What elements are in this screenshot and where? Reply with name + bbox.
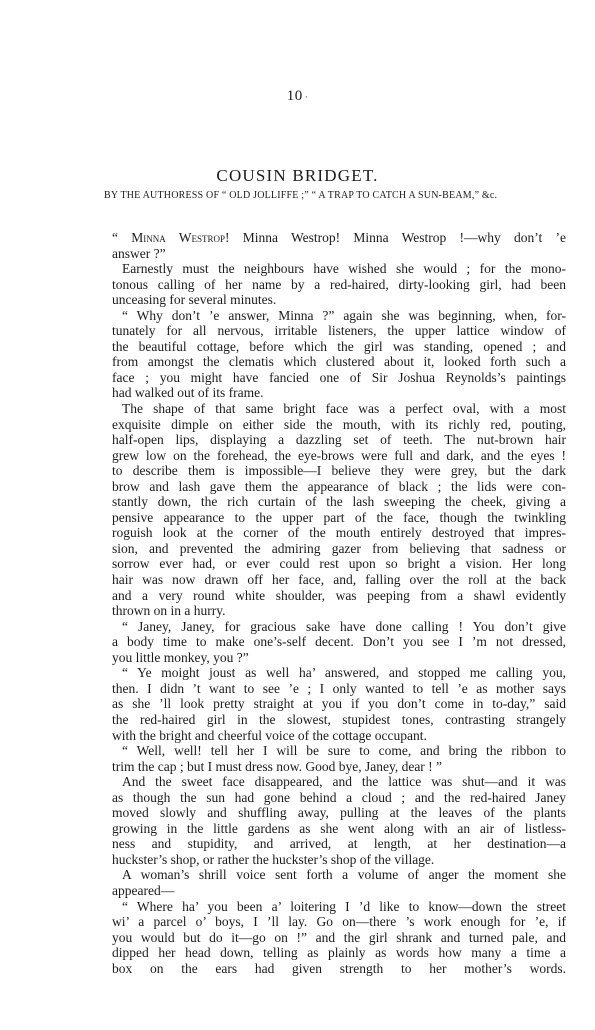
- text-line: sorrow ever had, or ever could rest upon so bright a vision. Her long: [112, 556, 566, 572]
- text-line: the red-haired girl in the slowest, stupidest tones, contrasting strangely: [112, 711, 566, 727]
- text-line: ness and stupidity, and arrived, at length, at her destination—a: [112, 836, 566, 852]
- text-line: The shape of that same bright face was a perfect oval, with a most: [122, 401, 566, 417]
- text-line: And the sweet face disappeared, and the lattice was shut—and it was: [122, 774, 566, 790]
- text-line: “ Janey, Janey, for gracious sake have done calling ! You don’t give: [122, 618, 566, 634]
- text-line: grew low on the forehead, the eye-brows were full and dark, and the eyes !: [112, 447, 566, 463]
- text-line: from amongst the clematis which clustered about it, looked forth such a: [112, 354, 566, 370]
- text-line: dipped her head down, telling as plainly as words how many a time a: [112, 945, 566, 961]
- text-line: “ Ye moight joust as well ha’ answered, and stopped me calling you,: [122, 665, 566, 681]
- text-line: growing in the little gardens as she went along with an air of listless-: [112, 820, 566, 836]
- first-line-open: “: [112, 230, 132, 245]
- author-byline: BY THE AUTHORESS OF “ OLD JOLLIFFE ;” “ A TRAP TO CATCH A SUN-BEAM,” &c.: [104, 190, 498, 201]
- text-line: wi’ a parcel o’ boys, I ’ll lay. Go on—there ’s work enough for ’e, if: [112, 914, 566, 930]
- text-line: Earnestly must the neighbours have wished she would ; for the mono-: [122, 261, 566, 277]
- first-line-name: Minna Westrop: [131, 230, 225, 245]
- page-number: [0, 88, 595, 105]
- text-line: then. I didn ’t want to see ’e ; I only wanted to tell ’e as mother says: [112, 680, 566, 696]
- text-line: moved slowly and shuffling away, pulling at the leaves of the plants: [112, 805, 566, 821]
- text-line: as she ’ll look pretty straight at you if you don’t come in to-day,” said: [112, 696, 566, 712]
- text-lines: [112, 246, 566, 977]
- text-line: pensive appearance to the upper part of the face, though the twinkling: [112, 509, 566, 525]
- first-line-rest: ! Minna Westrop! Minna Westrop !—why don’t ’e: [225, 230, 566, 245]
- text-line: “ Where ha’ you been a’ loitering I ’d like to know—down the street: [122, 898, 566, 914]
- text-line: trim the cap ; but I must dress now. Good bye, Janey, dear ! ”: [112, 758, 443, 774]
- text-line: tonous calling of her name by a red-haired, dirty-looking girl, had been: [112, 276, 566, 292]
- text-line: stantly down, the rich curtain of the lash sweeping the cheek, giving a: [112, 494, 566, 510]
- text-line: unceasing for several minutes.: [112, 292, 277, 308]
- text-line: and a very round white shoulder, was peeping from a shawl evidently: [112, 587, 566, 603]
- text-line: roguish look at the corner of the mouth entirely destroyed that impres-: [112, 525, 566, 541]
- text-line: half-open lips, displaying a dazzling set of teeth. The nut-brown hair: [112, 432, 566, 448]
- text-line: exquisite dimple on either side the mouth, with its richly red, pouting,: [112, 416, 566, 432]
- text-line: tunately for all nervous, irritable listeners, the upper lattice window of: [112, 323, 566, 339]
- text-line: brow and lash gave them the appearance of black ; the lids were con-: [112, 478, 566, 494]
- text-line: as though the sun had gone behind a cloud ; and the red-haired Janey: [112, 789, 566, 805]
- text-line: had walked out of its frame.: [112, 385, 264, 401]
- text-line: face ; you might have fancied one of Sir Joshua Reynolds’s paintings: [112, 369, 566, 385]
- text-line: “ Well, well! tell her I will be sure to come, and bring the ribbon to: [122, 743, 566, 759]
- text-line: the beautiful cottage, before which the girl was standing, opened ; and: [112, 338, 566, 354]
- text-line: appeared—: [112, 882, 175, 898]
- text-line: answer ?”: [112, 245, 166, 261]
- text-line: “ Why don’t ’e answer, Minna ?” again she was beginning, when, for-: [122, 307, 566, 323]
- text-line: to describe them is impossible—I believe they were grey, but the dark: [112, 463, 566, 479]
- body-text: [112, 230, 566, 976]
- text-line: with the bright and cheerful voice of the cottage occupant.: [112, 727, 427, 743]
- text-line: huckster’s shop, or rather the huckster’s shop of the village.: [112, 851, 435, 867]
- page-number-text: 10: [286, 88, 303, 104]
- text-line: you would but do it—go on !” and the girl shrank and turned pale, and: [112, 929, 566, 945]
- page-number-mark: ·: [304, 91, 309, 102]
- text-line: sion, and prevented the admiring gazer from believing that sadness or: [112, 540, 566, 556]
- text-line: box on the ears had given strength to her mother’s words.: [112, 960, 566, 976]
- text-line-first: [112, 230, 566, 246]
- text-line: you little monkey, you ?”: [112, 649, 249, 665]
- text-line: thrown on in a hurry.: [112, 603, 226, 619]
- text-line: A woman’s shrill voice sent forth a volume of anger the moment she: [122, 867, 566, 883]
- text-line: hair was now drawn off her face, and, falling over the roll at the back: [112, 572, 566, 588]
- chapter-title: COUSIN BRIDGET.: [216, 166, 379, 185]
- text-line: a body time to make one’s-self decent. Don’t you see I ’m not dressed,: [112, 634, 566, 650]
